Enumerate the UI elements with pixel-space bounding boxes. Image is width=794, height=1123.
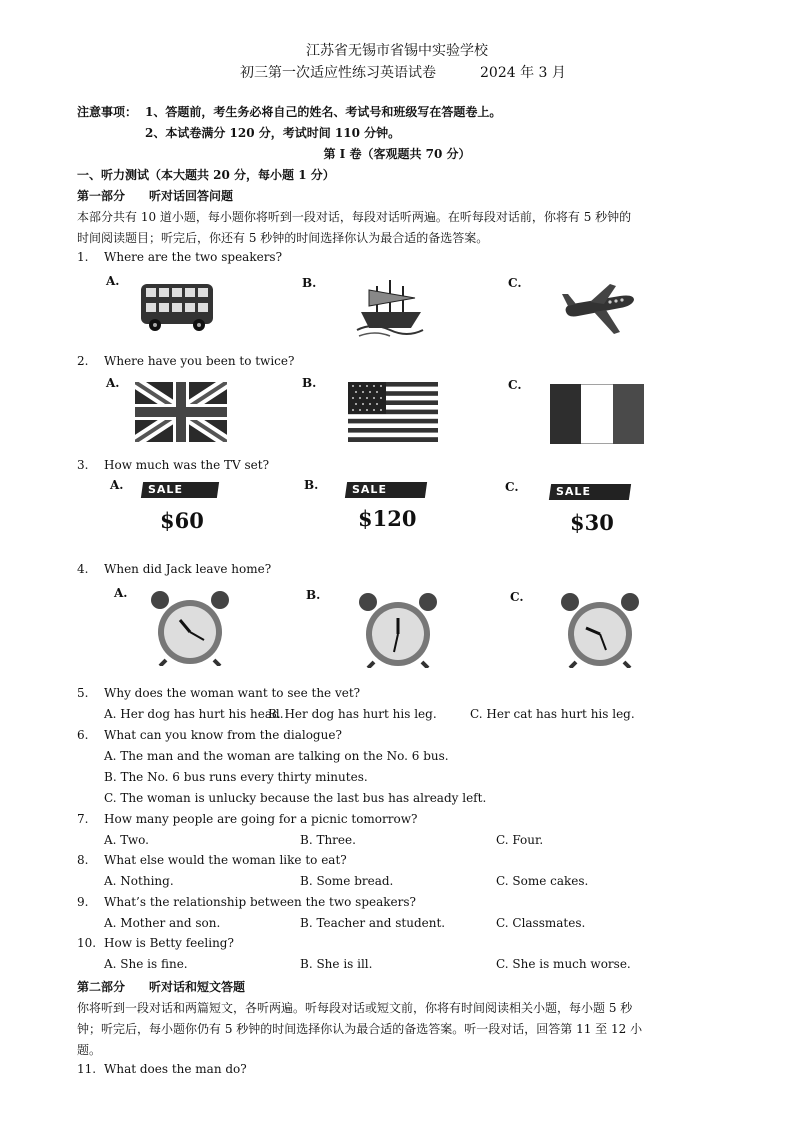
question-number: 9. [77,895,89,909]
sale-label: SALE [556,485,591,498]
question-number: 8. [77,853,89,867]
sale-tag-icon [140,482,232,542]
option-b: B. Teacher and student. [300,916,446,930]
exam-title: 初三第一次适应性练习英语试卷 [240,65,436,81]
question-text: How many people are going for a picnic tomorrow? [104,812,418,826]
question-number: 1. [77,250,89,264]
notice-label: 注意事项： [77,105,138,119]
sale-tag-icon [344,482,440,544]
question-number: 11. [77,1062,97,1076]
option-label: B. [302,376,317,390]
option-a: A. Her dog has hurt his head. [104,707,284,721]
option-a: A. The man and the woman are talking on the No. 6 bus. [104,749,449,763]
section1-title: 一、听力测试（本大题共 20 分，每小题 1 分） [77,168,335,182]
question-number: 4. [77,562,89,576]
option-label: A. [106,274,120,288]
option-c: C. The woman is unlucky because the last bus has already left. [104,791,487,805]
part2-title: 第二部分 听对话和短文答题 [77,980,246,994]
question-text: What does the man do? [104,1062,247,1076]
question-text: Where are the two speakers? [104,250,283,264]
alarm-clock-icon [348,592,448,668]
volume-title: 第 I 卷（客观题共 70 分） [323,147,471,161]
exam-date: 2024 年 3 月 [480,65,566,81]
question-text: How is Betty feeling? [104,936,234,950]
uk-flag-icon [135,382,227,442]
option-label: C. [508,276,522,290]
option-c: C. She is much worse. [496,957,631,971]
sale-tag-icon [548,484,644,546]
sale-label: SALE [148,483,183,496]
option-label: B. [304,478,319,492]
question-text: What can you know from the dialogue? [104,728,342,742]
part1-desc-line2: 时间阅读题目；听完后，你还有 5 秒钟的时间选择你认为最合适的备选答案。 [77,231,489,245]
option-label: B. [306,588,321,602]
price-label: $120 [358,506,417,531]
option-c: C. Some cakes. [496,874,589,888]
price-label: $60 [160,508,204,533]
question-number: 2. [77,354,89,368]
question-text: Why does the woman want to see the vet? [104,686,361,700]
question-number: 6. [77,728,89,742]
option-b: B. Her dog has hurt his leg. [268,707,437,721]
option-b: B. Three. [300,833,356,847]
part2-desc-line2: 钟；听完后，每小题你仍有 5 秒钟的时间选择你认为最合适的备选答案。听一段对话，回答第 11 至 12 小 [77,1022,643,1036]
option-a: A. Nothing. [104,874,174,888]
italy-flag-icon [550,384,644,444]
option-c: C. Four. [496,833,544,847]
option-label: C. [510,590,524,604]
option-label: C. [508,378,522,392]
option-label: A. [106,376,120,390]
bus-icon [138,280,216,332]
school-name: 江苏省无锡市省锡中实验学校 [306,43,488,59]
alarm-clock-icon [550,592,650,668]
question-text: What’s the relationship between the two speakers? [104,895,416,909]
question-text: Where have you been to twice? [104,354,295,368]
option-label: C. [505,480,519,494]
option-label: A. [114,586,128,600]
option-a: A. Two. [104,833,149,847]
question-text: When did Jack leave home? [104,562,272,576]
alarm-clock-icon [140,590,240,666]
option-b: B. She is ill. [300,957,373,971]
option-c: C. Her cat has hurt his leg. [470,707,635,721]
option-a: A. Mother and son. [104,916,221,930]
question-number: 10. [77,936,97,950]
question-number: 3. [77,458,89,472]
option-c: C. Classmates. [496,916,586,930]
part2-desc-line3: 题。 [77,1043,102,1057]
us-flag-icon [348,382,438,442]
question-text: What else would the woman like to eat? [104,853,347,867]
airplane-icon [560,282,636,338]
sale-label: SALE [352,483,387,496]
option-b: B. The No. 6 bus runs every thirty minutes. [104,770,368,784]
part1-desc-line1: 本部分共有 10 道小题，每小题你将听到一段对话，每段对话听两遍。在听每段对话前，你将有 5 秒钟的 [77,210,632,224]
question-number: 7. [77,812,89,826]
part1-title: 第一部分 听对话回答问题 [77,189,234,203]
option-a: A. She is fine. [104,957,188,971]
question-text: How much was the TV set? [104,458,270,472]
price-label: $30 [570,510,614,535]
option-label: A. [110,478,124,492]
ship-icon [355,278,425,340]
notice-item-1: 1、答题前，考生务必将自己的姓名、考试号和班级写在答题卷上。 [145,105,502,119]
option-b: B. Some bread. [300,874,394,888]
notice-item-2: 2、本试卷满分 120 分，考试时间 110 分钟。 [145,126,401,140]
question-number: 5. [77,686,89,700]
option-label: B. [302,276,317,290]
part2-desc-line1: 你将听到一段对话和两篇短文，各听两遍。听每段对话或短文前，你将有时间阅读相关小题，每小题 5 秒 [77,1001,633,1015]
